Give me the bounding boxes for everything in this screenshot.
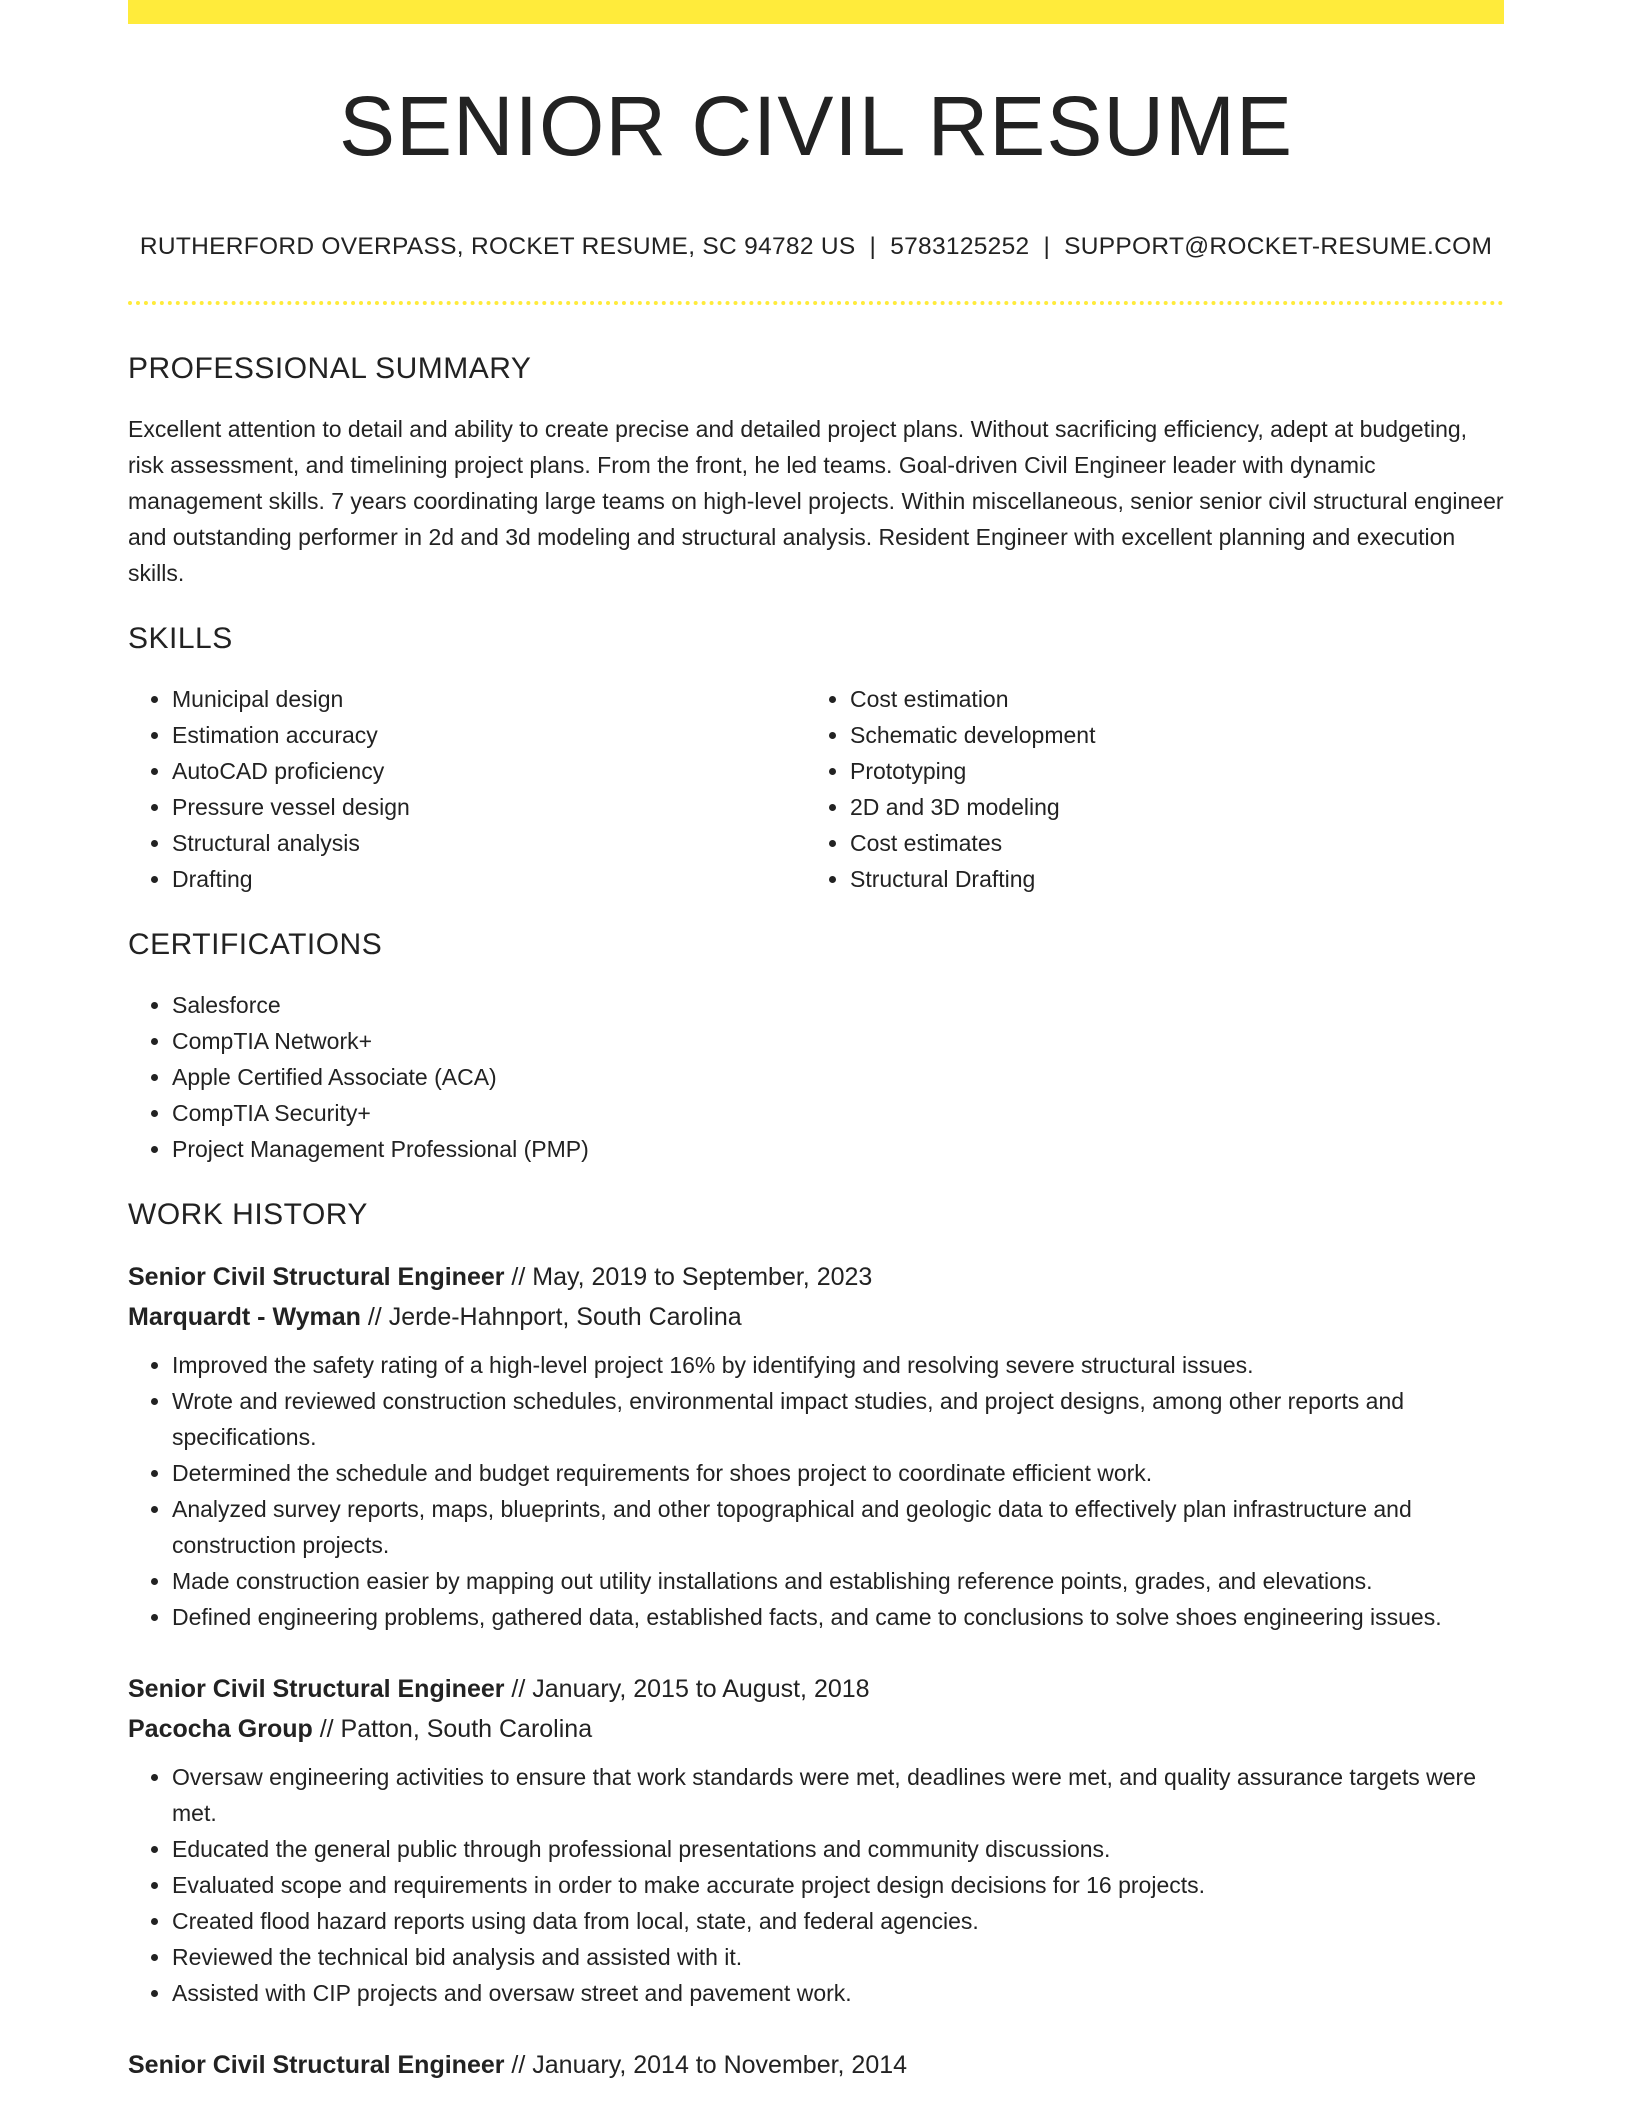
job-company: Marquardt - Wyman [128,1303,361,1331]
skill-item: • AutoCAD proficiency [172,753,806,789]
certifications-heading: CERTIFICATIONS [128,928,383,961]
job-location: // Patton, South Carolina [312,1715,593,1743]
job-bullet: • Wrote and reviewed construction schedules, environmental impact studies, and project designs, among other reports and specifications. [172,1383,1504,1455]
job-bullet: • Assisted with CIP projects and oversaw street and pavement work. [172,1975,1504,2011]
job-bullets [128,1347,1504,1635]
resume-page [128,0,1504,2085]
job-entry [128,1257,1504,1635]
certification-item: • Salesforce [172,987,1504,1023]
job-dates: // January, 2014 to November, 2014 [504,2051,908,2079]
skills-heading: SKILLS [128,622,233,655]
job-bullet: • Oversaw engineering activities to ensure that work standards were met, deadlines were met, and quality assurance targets were met. [172,1759,1504,1831]
summary-heading: PROFESSIONAL SUMMARY [128,352,532,385]
contact-address: RUTHERFORD OVERPASS, ROCKET RESUME, SC 94782 US [139,233,856,260]
job-company-line [128,1297,1504,1337]
job-title: Senior Civil Structural Engineer [128,1263,505,1291]
certification-item: • Apple Certified Associate (ACA) [172,1059,1504,1095]
job-title: Senior Civil Structural Engineer [128,1675,505,1703]
job-entry [128,2045,1504,2085]
contact-line [128,233,1504,261]
job-bullets [128,1759,1504,2011]
resume-title: SENIOR CIVIL RESUME [338,79,1294,173]
job-bullet: • Evaluated scope and requirements in order to make accurate project design decisions for 16 projects. [172,1867,1504,1903]
contact-email: SUPPORT@ROCKET-RESUME.COM [1064,233,1493,260]
job-bullet: • Defined engineering problems, gathered data, established facts, and came to conclusions to solve shoes engineering issues. [172,1599,1504,1635]
job-bullet: • Analyzed survey reports, maps, blueprints, and other topographical and geologic data to effectively plan infrastructure and construction projects. [172,1491,1504,1563]
job-location: // Jerde-Hahnport, South Carolina [360,1303,742,1331]
skill-item: • Municipal design [172,681,806,717]
certifications-list [128,987,1504,1167]
work-history-heading: WORK HISTORY [128,1198,368,1231]
skill-item: • Cost estimation [850,681,1484,717]
dotted-divider [128,301,1504,305]
job-bullet: • Created flood hazard reports using data from local, state, and federal agencies. [172,1903,1504,1939]
skill-item: • Structural analysis [172,825,806,861]
accent-top-bar [128,0,1504,24]
job-company-line [128,1709,1504,1749]
skill-item: • Schematic development [850,717,1484,753]
job-bullet: • Reviewed the technical bid analysis and assisted with it. [172,1939,1504,1975]
skill-item: • Drafting [172,861,806,897]
certification-item: • CompTIA Security+ [172,1095,1504,1131]
job-title-line [128,1257,1504,1297]
certification-item: • CompTIA Network+ [172,1023,1504,1059]
job-company: Pacocha Group [128,1715,313,1743]
job-title: Senior Civil Structural Engineer [128,2051,505,2079]
job-dates: // May, 2019 to September, 2023 [504,1263,873,1291]
job-title-line [128,2045,1504,2085]
job-title-line [128,1669,1504,1709]
summary-text: Excellent attention to detail and ability to create precise and detailed project plans. Without sacrificing efficiency, adept at budgeting, risk assessment, and timelining project plans. From the front, he led teams. Goal-driven Civil Engineer leader with dynamic management skills. 7 years coordinating large teams on high-level projects. Within miscellaneous, senior senior civil structural engineer and outstanding performer in 2d and 3d modeling and structural analysis. Resident Engineer with excellent planning and execution skills. [128,416,1504,586]
skill-item: • Cost estimates [850,825,1484,861]
skills-list-left [128,681,806,897]
contact-phone: 5783125252 [890,233,1030,260]
skill-item: • Estimation accuracy [172,717,806,753]
job-bullet: • Determined the schedule and budget requirements for shoes project to coordinate efficient work. [172,1455,1504,1491]
job-entry [128,1669,1504,2011]
skill-item: • Pressure vessel design [172,789,806,825]
job-bullet: • Educated the general public through professional presentations and community discussions. [172,1831,1504,1867]
skill-item: • 2D and 3D modeling [850,789,1484,825]
skills-grid [128,681,1504,897]
job-bullet: • Made construction easier by mapping out utility installations and establishing reference points, grades, and elevations. [172,1563,1504,1599]
certification-item: • Project Management Professional (PMP) [172,1131,1504,1167]
skill-item: • Prototyping [850,753,1484,789]
job-dates: // January, 2015 to August, 2018 [504,1675,870,1703]
job-bullet: • Improved the safety rating of a high-level project 16% by identifying and resolving severe structural issues. [172,1347,1504,1383]
contact-separator: | [869,233,877,260]
skills-list-right [806,681,1484,897]
skill-item: • Structural Drafting [850,861,1484,897]
contact-separator: | [1043,233,1051,260]
